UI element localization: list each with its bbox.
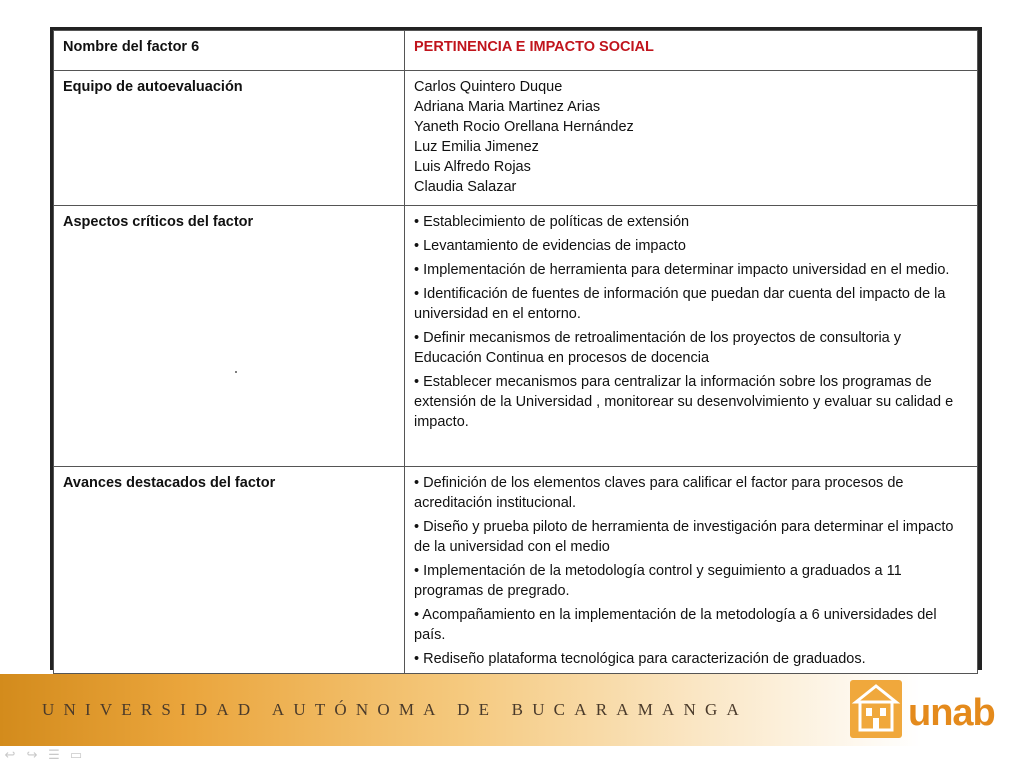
- team-member: Luis Alfredo Rojas: [414, 159, 531, 175]
- achievements-label: Avances destacados del factor: [54, 467, 405, 674]
- critical-aspects-list: [405, 206, 978, 467]
- table-row: [54, 206, 978, 467]
- achievements-list: [405, 467, 978, 674]
- university-name: UNIVERSIDAD AUTÓNOMA DE BUCARAMANGA: [42, 700, 748, 719]
- menu-icon[interactable]: ☰: [48, 747, 60, 762]
- list-item: • Definición de los elementos claves para calificar el factor para procesos de acreditación institucional.: [414, 475, 904, 511]
- list-item: • Definir mecanismos de retroalimentación de los proyectos de consultoria y Educación Continua en procesos de docencia: [414, 330, 902, 366]
- list-item: • Establecer mecanismos para centralizar la información sobre los programas de extensión de la Universidad , monitorear su desenvolvimiento y evaluar su calidad e impacto.: [414, 374, 954, 430]
- team-member: Carlos Quintero Duque: [414, 79, 563, 95]
- table-row: [54, 71, 978, 206]
- list-item: • Levantamiento de evidencias de impacto: [414, 238, 686, 254]
- table-row: [54, 31, 978, 71]
- unab-building-logo: [848, 678, 904, 740]
- team-member: Luz Emilia Jimenez: [414, 139, 539, 155]
- list-item: • Implementación de la metodología control y seguimiento a graduados a 11 programas de pregrado.: [414, 563, 902, 599]
- stray-dot: [235, 371, 237, 373]
- team-member: Adriana Maria Martinez Arias: [414, 99, 601, 115]
- list-item: • Implementación de herramienta para determinar impacto universidad en el medio.: [414, 262, 950, 278]
- arrow-left-icon[interactable]: ↩: [4, 747, 16, 762]
- factor-name-label: Nombre del factor 6: [54, 31, 405, 71]
- list-item: • Acompañamiento en la implementación de la metodología a 6 universidades del país.: [414, 607, 937, 643]
- team-member: Claudia Salazar: [414, 179, 517, 195]
- critical-aspects-label: Aspectos críticos del factor: [54, 206, 405, 467]
- team-label: Equipo de autoevaluación: [54, 71, 405, 206]
- factor-table-frame: [50, 27, 982, 670]
- factor-table: [53, 30, 978, 674]
- arrow-right-icon[interactable]: ↪: [26, 747, 38, 762]
- screen-icon[interactable]: ▭: [69, 747, 83, 762]
- slide-nav: [2, 748, 84, 766]
- team-member: Yaneth Rocio Orellana Hernández: [414, 119, 634, 135]
- list-item: • Rediseño plataforma tecnológica para caracterización de graduados.: [414, 651, 866, 667]
- list-item: • Establecimiento de políticas de extensión: [414, 214, 690, 230]
- list-item: • Identificación de fuentes de información que puedan dar cuenta del impacto de la universidad en el entorno.: [414, 286, 946, 322]
- team-list: [405, 71, 978, 206]
- unab-logo-text: unab: [908, 692, 995, 734]
- table-row: [54, 467, 978, 674]
- list-item: • Diseño y prueba piloto de herramienta de investigación para determinar el impacto de la universidad con el medio: [414, 519, 954, 555]
- factor-title: PERTINENCIA E IMPACTO SOCIAL: [405, 31, 978, 71]
